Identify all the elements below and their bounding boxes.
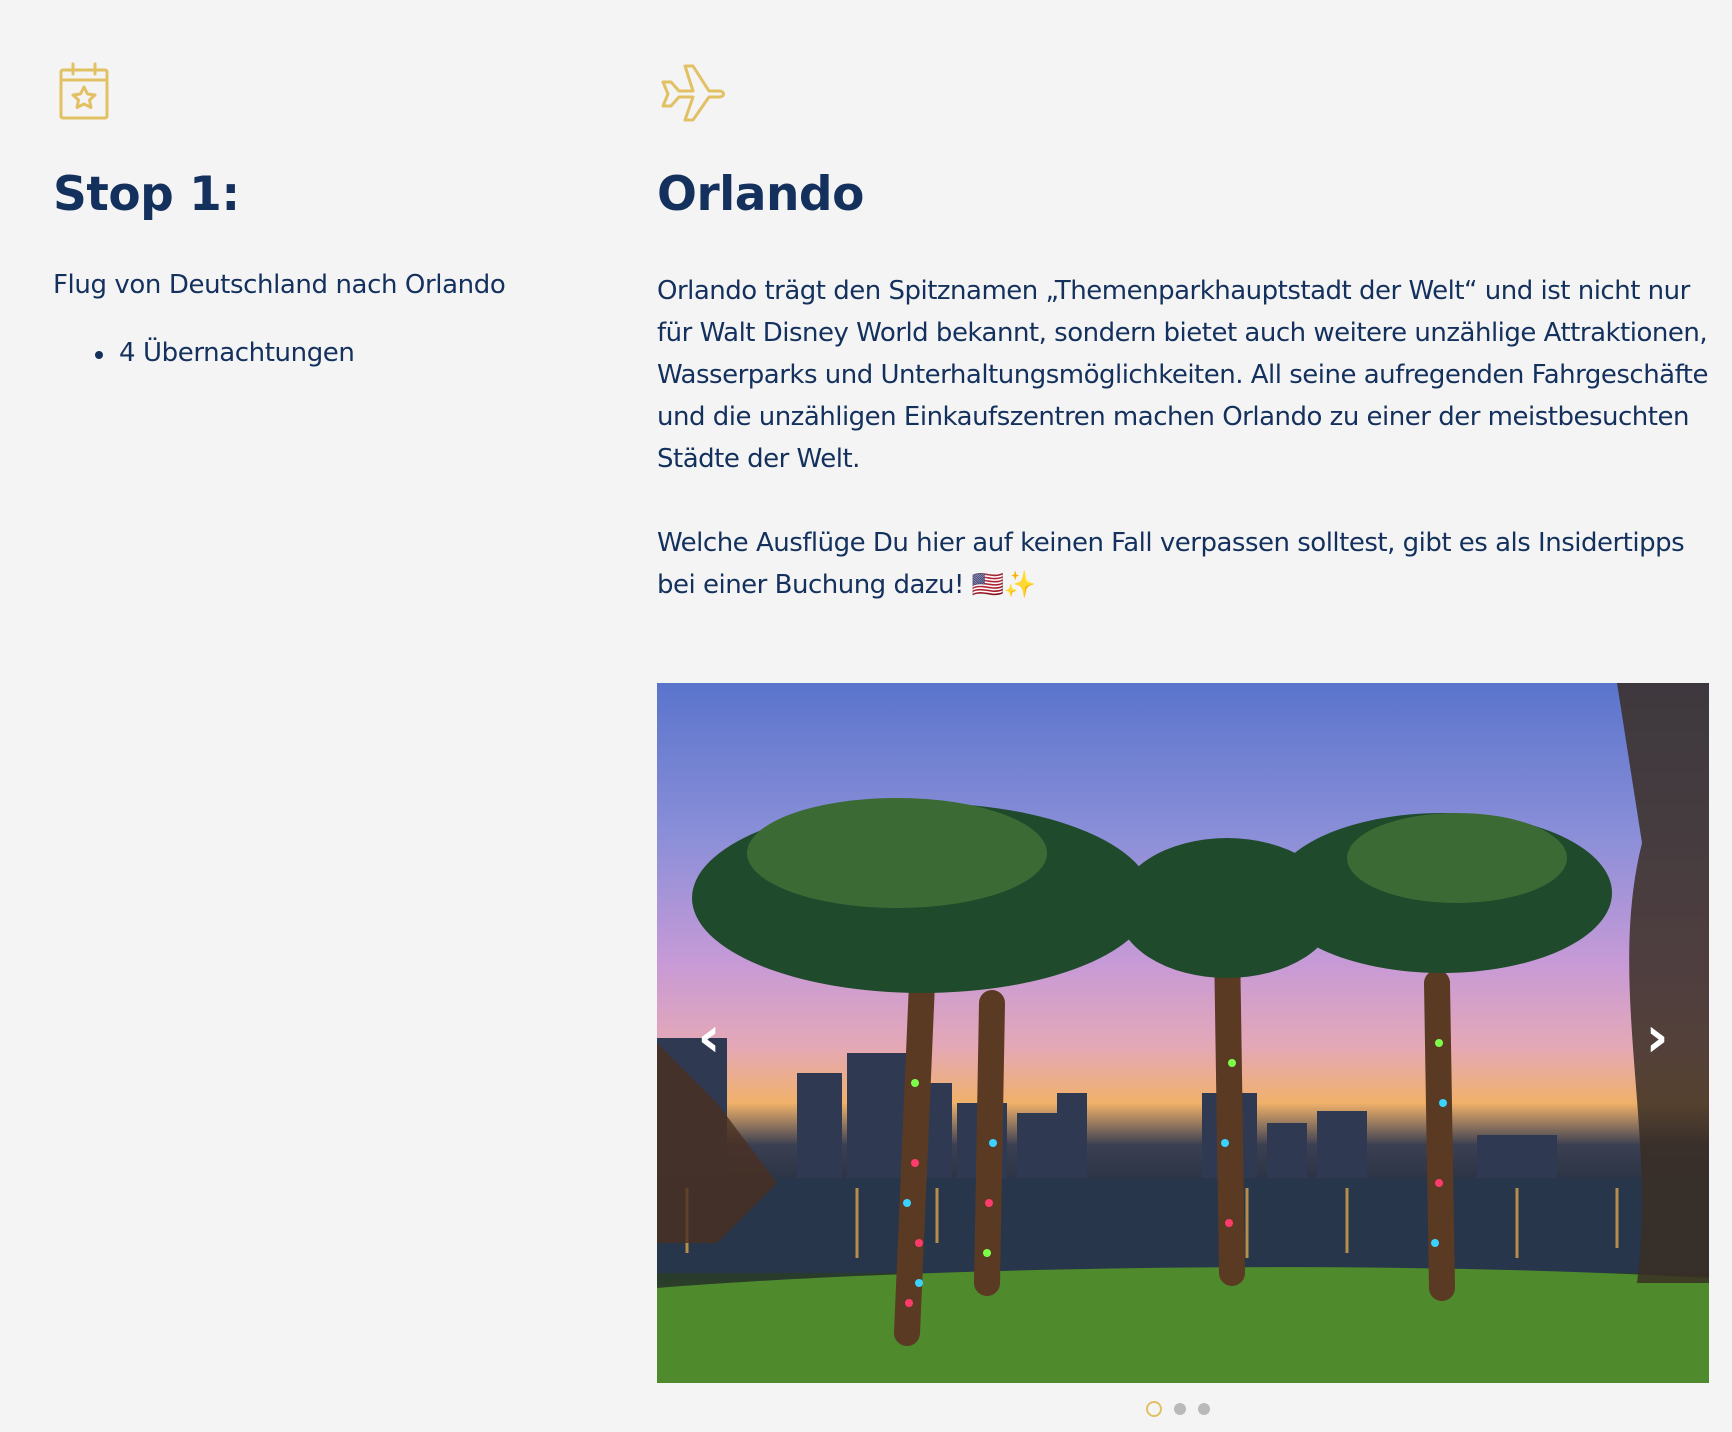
calendar-star-icon — [53, 60, 115, 122]
chevron-right-icon: › — [1645, 1005, 1669, 1070]
airplane-icon — [657, 60, 727, 122]
slider-pagination — [1146, 1401, 1210, 1417]
slider-dot-1[interactable] — [1146, 1401, 1162, 1417]
orlando-palm-trees-photo — [657, 683, 1709, 1383]
flight-text: Flug von Deutschland nach Orlando — [53, 270, 506, 300]
city-description: Orlando trägt den Spitznamen „Themenparkhauptstadt der Welt“ und ist nicht nur für Walt Disney World bekannt, sondern bietet auch weitere unzählige Attraktionen, Wasserparks und Unterhaltungsmöglichkeiten. All seine aufregenden Fahrgeschäfte und die unzähligen Einkaufszentren machen Orlando zu einer der meistbesuchten Städte der Welt. — [657, 276, 1709, 474]
slider-dot-2[interactable] — [1174, 1403, 1186, 1415]
stop-info-column — [53, 60, 573, 368]
slider-dot-3[interactable] — [1198, 1403, 1210, 1415]
slider-next-button[interactable] — [1637, 1005, 1677, 1070]
slider-prev-button[interactable] — [689, 1005, 729, 1070]
image-slider[interactable] — [657, 683, 1709, 1383]
destination-column — [657, 60, 1709, 606]
city-heading: Orlando — [657, 167, 864, 222]
list-item-nights: 4 Übernachtungen — [95, 338, 573, 368]
stop-details-list — [95, 338, 573, 368]
stop-heading: Stop 1: — [53, 167, 240, 222]
chevron-left-icon: ‹ — [697, 1005, 721, 1070]
insider-tips-text: Welche Ausflüge Du hier auf keinen Fall verpassen solltest, gibt es als Insidertipps bei einer Buchung dazu! 🇺🇸✨ — [657, 528, 1685, 600]
